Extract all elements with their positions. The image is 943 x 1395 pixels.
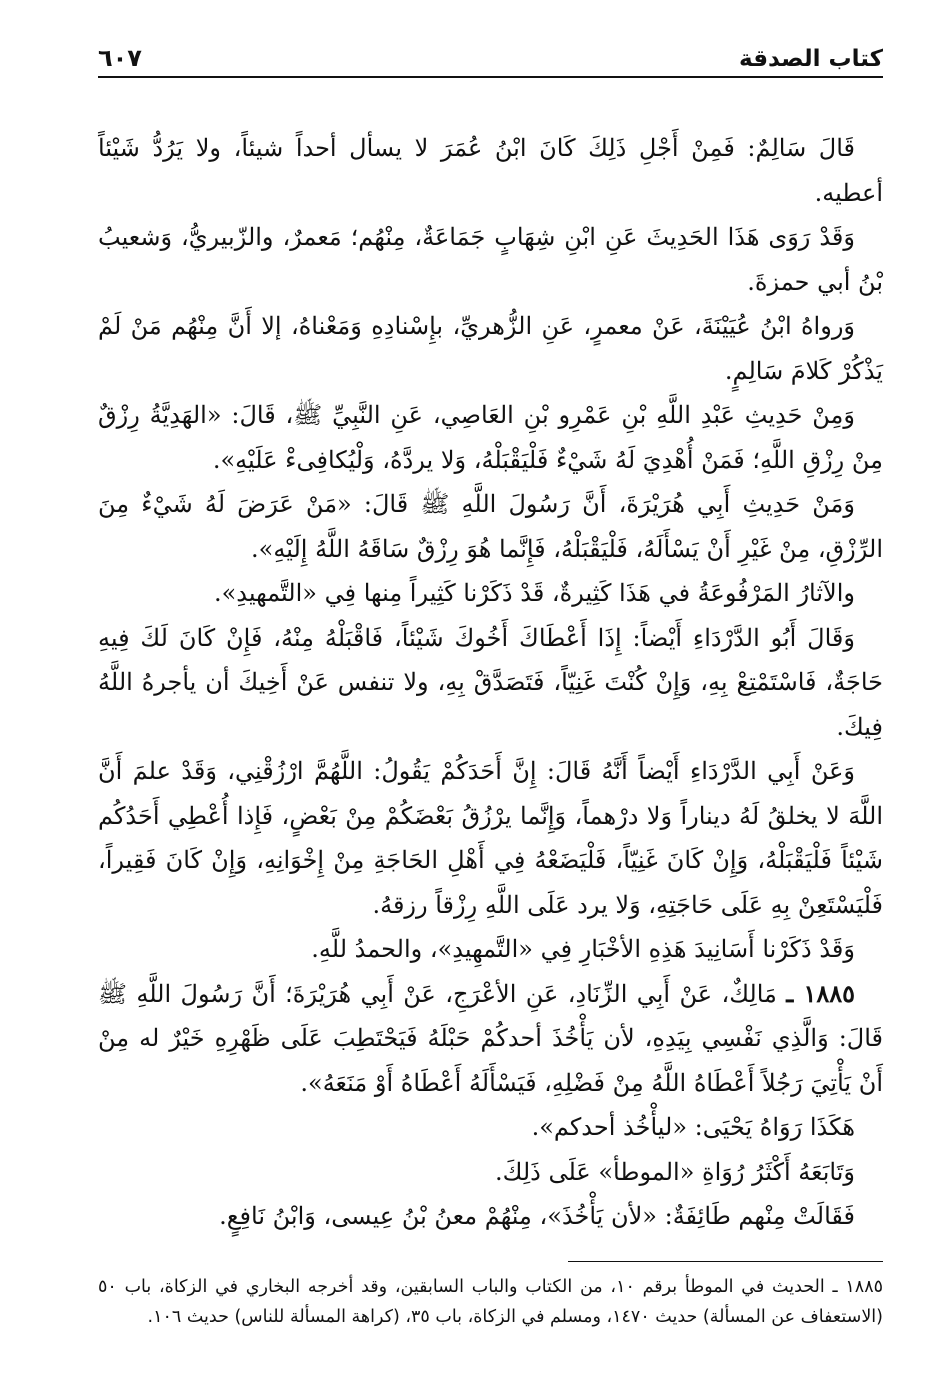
paragraph: وَقَدْ ذَكَرْنا أَسَانِيدَ هَذِهِ الأخْبَارِ فِي «التَّمهِيدِ»، والحمدُ للَّهِ. (311, 935, 855, 963)
entry-number: ١٨٨٥ ـ (786, 978, 855, 1008)
paragraph: وَتَابَعَهُ أَكْثَرُ رُوَاةِ «الموطأ» عَلَى ذَلِكَ. (494, 1157, 855, 1186)
chapter-title: كتاب الصدقة (739, 46, 883, 72)
paragraph: وَقَدْ رَوَى هَذَا الحَدِيثَ عَنِ ابْنِ شِهَابٍ جَمَاعَةٌ، مِنْهُم؛ مَعمرٌ، والزّبيريُّ، وَشعيبُ بْنُ أبي حمزةَ. (98, 223, 883, 296)
paragraph: وَعَنْ أَبِي الدَّرْدَاءِ أَيْضاً أَنَّهُ قَالَ: إِنَّ أَحَدَكُمْ يَقُولُ: اللَّهُمَّ ارْزُقْنِي، وَقَدْ علمَ أَنَّ اللَّهَ لا يخلقُ لَهُ ديناراً وَلا درْهماً، وَإِنَّما يرْزُقُ بَعْضَكُمْ مِنْ بَعْضٍ، فَإِذا أُعْطِي أَحَدُكُم شَيْئاً فَلْيَقْبَلْهُ، وَإِنْ كَانَ غَنِيّاً، فَلْيَضَعْهُ فِي أَهْلِ الحَاجَةِ مِنْ إِخْوَانِهِ، وَإِنْ كَانَ فَقِيراً، فَلْيَسْتَعِنْ بِهِ عَلَى حَاجَتِهِ، وَلا يرد عَلَى اللَّهِ رِزْقاً رزقهُ. (98, 757, 883, 919)
main-text (98, 126, 883, 1239)
entry-text: مَالِكٌ، عَنْ أَبِي الزِّنَادِ، عَنِ الأعْرَجِ، عَنْ أَبِي هُرَيْرَةَ؛ أَنَّ رَسُولَ اللَّهِ ﷺ قَالَ: وَالَّذِي نَفْسِي بِيَدِهِ، لأن يَأْخُذَ أحدكُمْ حَبْلَهُ فَيَحْتَطِبَ عَلَى ظَهْرِهِ خَيْرٌ له مِنْ أَنْ يَأْتِيَ رَجُلاً أَعْطَاهُ اللَّهُ مِنْ فَضْلِهِ، فَيَسْأَلَهُ أَعْطَاهُ أَوْ مَنَعَهُ». (98, 979, 884, 1097)
paragraph: وَمَنْ حَدِيثِ أَبِي هُرَيْرَةَ، أَنَّ رَسُولَ اللَّهِ ﷺ قَالَ: «مَنْ عَرَضَ لَهُ شَيْءٌ مِنَ الرِّزْقِ، مِنْ غَيْرِ أَنْ يَسْأَلَهُ، فَلْيَقْبَلْهُ، فَإِنَّما هُوَ رِزْقٌ سَاقَهُ اللَّهُ إِلَيْهِ». (98, 490, 883, 563)
running-header (98, 30, 883, 78)
paragraph: وَمِنْ حَدِيثِ عَبْدِ اللَّهِ بْنِ عَمْرِو بْنِ العَاصِي، عَنِ النَّبِيِّ ﷺ، قَالَ: «الهَدِيَّةُ رِزْقٌ مِنْ رِزْقِ اللَّهِ؛ فَمَنْ أُهْدِيَ لَهُ شَيْءٌ فَلْيَقْبَلْهُ، وَلا يردَّهُ، وَلْيُكافِىءْ عَلَيْهِ». (98, 401, 883, 474)
paragraph: وَقَالَ أَبُو الدَّرْدَاءِ أَيْضاً: إِذَا أَعْطَاكَ أَخُوكَ شَيْئاً، فَاقْبَلْهُ مِنْهُ، فَإِنْ كَانَ لَكَ فِيهِ حَاجَةٌ، فَاسْتَمْتِعْ بِهِ، وَإِنْ كُنْتَ غَنِيّاً، فَتَصَدَّقْ بِهِ، ولا تنفس عَنْ أَخِيكَ أن يأجرهُ اللَّهُ فِيكَ. (98, 623, 883, 741)
paragraph: فَقَالَتْ مِنْهم طَائِفَةٌ: «لأن يَأْخُذَ»، مِنْهُمْ معنُ بْنُ عِيسى، وَابْنُ نَافِعٍ. (219, 1202, 855, 1230)
footnotes (98, 1272, 883, 1332)
paragraph: وَرواهُ ابْنُ عُيَيْنَةَ، عَنْ معمرٍ، عَنِ الزُّهريِّ، بإِسْنادِهِ وَمَعْناهُ، إلا أَنَّ مِنْهُم مَنْ لَمْ يَذْكُرْ كَلامَ سَالِمٍ. (98, 312, 883, 385)
paragraph: والآثارُ المَرْفُوعَةُ في هَذَا كَثِيرةٌ، قَدْ ذَكَرْنا كَثِيراً مِنها فِي «التَّمهيدِ». (213, 579, 855, 607)
footnote: ١٨٨٥ ـ الحديث في الموطأ برقم ١٠، من الكتاب والباب السابقين، وقد أخرجه البخاري في الزكاة، باب ٥٠ (الاستعفاف عن المسألة) حديث ١٤٧٠، ومسلم في الزكاة، باب ٣٥، (كراهة المسألة للناس) حديث ١٠٦. (98, 1276, 884, 1327)
page-number: ٦٠٧ (98, 44, 142, 72)
footnote-divider (568, 1261, 883, 1262)
paragraph: قَالَ سَالِمٌ: فَمِنْ أَجْلِ ذَلِكَ كَانَ ابْنُ عُمَرَ لا يسأل أحداً شيئاً، ولا يَرُدُّ شَيْئاً أعطيه. (98, 134, 883, 207)
paragraph: هَكَذَا رَوَاهُ يَحْيَى: «ليأْخُذ أحدكم». (531, 1113, 855, 1141)
hadith-entry (98, 972, 883, 1106)
